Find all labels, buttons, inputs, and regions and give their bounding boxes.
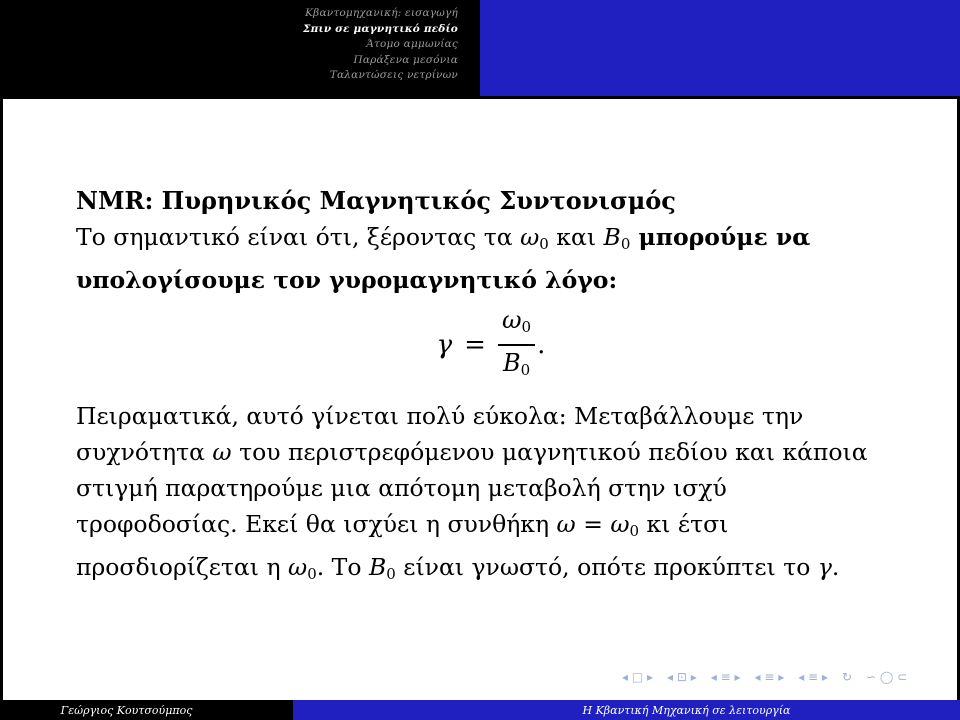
nav-doc-icon[interactable]: ◂ ≡ ▸	[754, 670, 785, 684]
paragraph-1-line-1	[76, 219, 906, 262]
b: B	[368, 553, 387, 581]
omega-zero	[288, 553, 317, 581]
slide-title: NMR: Πυρηνικός Μαγνητικός Συντονισμός	[76, 186, 676, 215]
equals-sign: =	[575, 510, 611, 538]
text: κι έτσι	[639, 510, 729, 538]
subscript: 0	[629, 522, 640, 540]
bold-text: μπορούμε να	[630, 223, 811, 251]
omega: ω	[501, 306, 522, 335]
section-navigation	[0, 0, 480, 99]
subscript: 0	[539, 235, 549, 253]
toc-item-neutrino-oscillations[interactable]: Ταλαντώσεις νετρίνων	[329, 69, 458, 81]
text: Το σημαντικό είναι ότι, ξέροντας τα	[76, 223, 521, 251]
subscript: 0	[386, 565, 396, 583]
omega: ω	[520, 223, 540, 251]
paragraph-2-line-4	[76, 506, 906, 549]
fraction-bar	[498, 344, 535, 346]
subscript: 0	[307, 565, 317, 583]
omega: ω	[212, 438, 232, 466]
footer-title: Η Κβαντική Μηχανική σε λειτουργία	[293, 700, 960, 720]
gamma-symbol: γ	[436, 330, 453, 360]
frame-left-border	[0, 0, 3, 720]
beamer-navigation-symbols	[622, 670, 907, 684]
omega: ω	[288, 553, 308, 581]
nav-section-icon[interactable]: ◂ ≡ ▸	[710, 670, 741, 684]
fraction-denominator	[499, 349, 534, 384]
slide-footer	[0, 700, 960, 720]
text: . Το	[316, 553, 369, 581]
subscript: 0	[521, 318, 532, 337]
paragraph-2-line-3: στιγμή παρατηρούμε μια απότομη μεταβολή στην ισχύ	[76, 474, 727, 502]
toc-item-strange-mesons[interactable]: Παράξενα μεσόνια	[353, 53, 458, 66]
header-blue-bar	[480, 0, 960, 99]
nav-back-icon[interactable]: ↻	[841, 670, 853, 684]
gamma: γ	[817, 553, 832, 581]
omega-zero	[610, 510, 639, 538]
paragraph-2-line-1: Πειραματικά, αυτό γίνεται πολύ εύκολα: Μεταβάλλουμε την	[76, 402, 804, 430]
paragraph-2-line-2	[76, 434, 906, 470]
equals-sign: =	[464, 330, 486, 360]
fraction-numerator	[498, 306, 535, 341]
paragraph-2-line-5	[76, 549, 906, 592]
omega: ω	[610, 510, 630, 538]
b: B	[502, 348, 521, 377]
nav-appendix-icon[interactable]: ◂ ≡ ▸	[798, 670, 828, 684]
paragraph-2	[76, 398, 906, 592]
slide-content	[76, 183, 906, 592]
text: είναι γνωστό, οπότε προκύπτει το	[395, 553, 818, 581]
nav-search-icon[interactable]: ∽ ◯ ⊂	[866, 670, 908, 684]
toc-item-ammonia[interactable]: Άτομο αμμωνίας	[366, 38, 458, 50]
subscript: 0	[520, 360, 531, 379]
b-zero	[369, 553, 396, 581]
footer-author: Γεώργιος Κουτσούμπος	[0, 700, 293, 720]
text: του περιστρεφόμενου μαγνητικού πεδίου και κάποια	[231, 438, 868, 466]
subscript: 0	[620, 235, 631, 253]
text: συχνότητα	[76, 438, 213, 466]
slide-header	[0, 0, 960, 99]
omega-symbol	[520, 223, 549, 251]
text: και	[548, 223, 604, 251]
text: προσδιορίζεται η	[76, 553, 289, 581]
toc-item-intro[interactable]: Κβαντομηχανική: εισαγωγή	[305, 7, 458, 19]
text: .	[831, 553, 840, 581]
nav-subsection-icon[interactable]: ◂ ⊡ ▸	[667, 670, 697, 684]
nav-frame-icon[interactable]: ◂ □ ▸	[622, 670, 654, 684]
gyromagnetic-ratio-equation	[76, 306, 906, 380]
b: B	[603, 223, 621, 251]
paragraph-1-line-2: υπολογίσουμε τον γυρομαγνητικό λόγο:	[76, 266, 618, 294]
text: τροφοδοσίας. Εκεί θα ισχύει η συνθήκη	[76, 510, 557, 538]
b-symbol	[604, 223, 631, 251]
omega: ω	[556, 510, 576, 538]
fraction	[498, 306, 535, 384]
period: .	[537, 330, 546, 360]
toc-item-spin-current[interactable]: Σπιν σε μαγνητικό πεδίο	[303, 22, 458, 35]
